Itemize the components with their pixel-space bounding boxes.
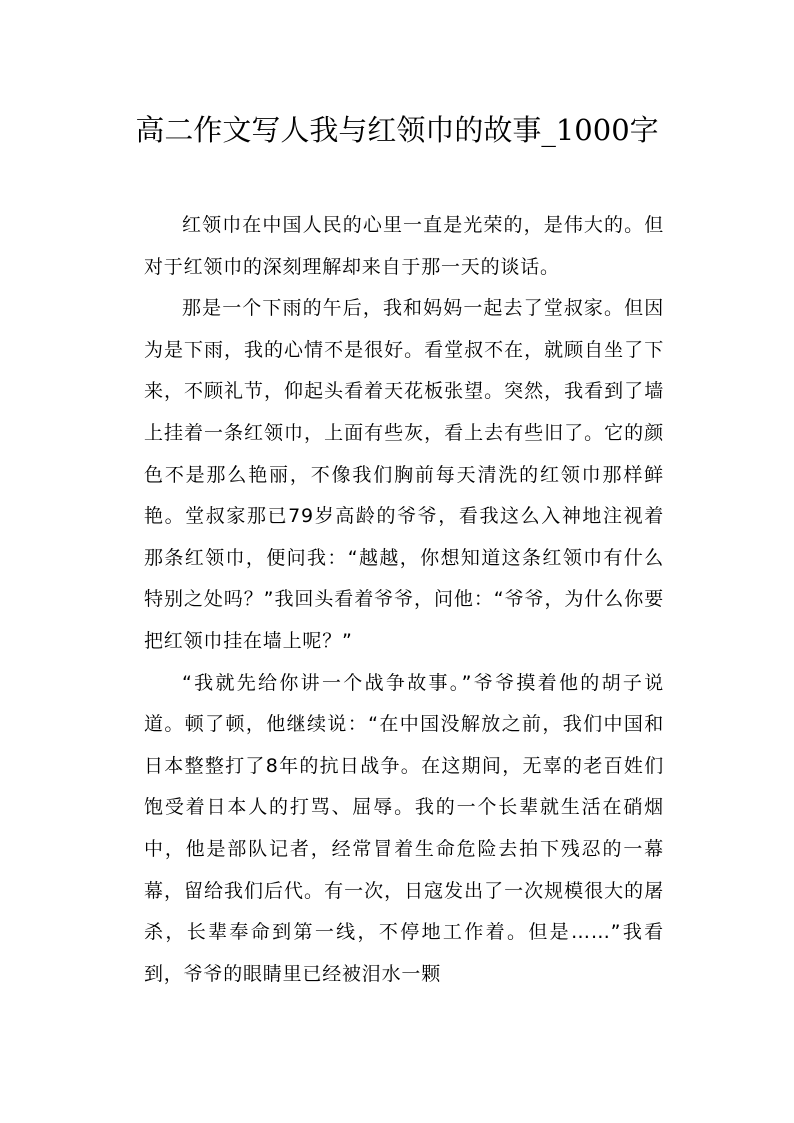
paragraph-3: “我就先给你讲一个战争故事。”爷爷摸着他的胡子说道。顿了顿，他继续说：“在中国没解放之前，我们中国和日本整整打了8年的抗日战争。在这期间，无辜的老百姓们饱受着日本人的打骂、屈辱。我的一个长辈就生活在硝烟中，他是部队记者，经常冒着生命危险去拍下残忍的一幕幕，留给我们后代。有一次，日寇发出了一次规模很大的屠杀，长辈奉命到第一线，不停地工作着。但是……”我看到，爷爷的眼睛里已经被泪水一颗 xyxy=(144,671,664,985)
document-title: 高二作文写人我与红领巾的故事_1000字 xyxy=(135,113,659,147)
document-body xyxy=(144,205,664,995)
paragraph-1: 红领巾在中国人民的心里一直是光荣的，是伟大的。但对于红领巾的深刻理解却来自于那一天的谈话。 xyxy=(144,214,664,278)
paragraph-2: 那是一个下雨的午后，我和妈妈一起去了堂叔家。但因为是下雨，我的心情不是很好。看堂叔不在，就顾自坐了下来，不顾礼节，仰起头看着天花板张望。突然，我看到了墙上挂着一条红领巾，上面有些灰，看上去有些旧了。它的颜色不是那么艳丽，不像我们胸前每天清洗的红领巾那样鲜艳。堂叔家那已79岁高龄的爷爷，看我这么入神地注视着那条红领巾，便问我：“越越，你想知道这条红领巾有什么特别之处吗？”我回头看着爷爷，问他：“爷爷，为什么你要把红领巾挂在墙上呢？” xyxy=(144,297,664,652)
